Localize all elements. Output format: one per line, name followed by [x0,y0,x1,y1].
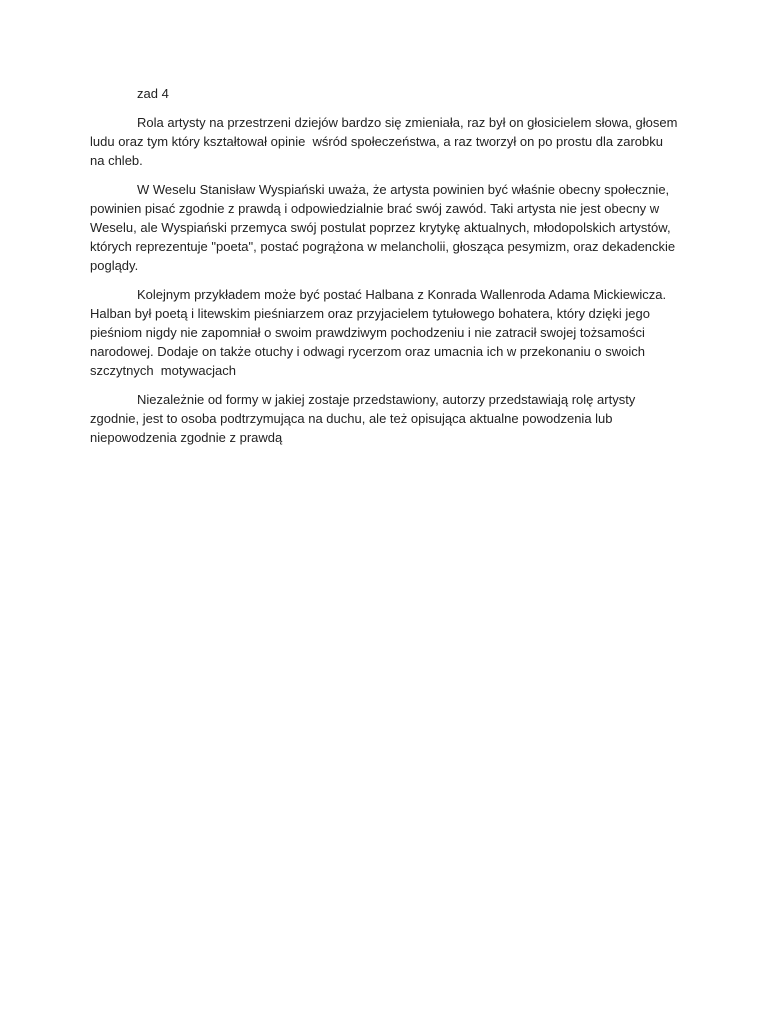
document-heading: zad 4 [137,86,169,101]
document-page [90,84,680,457]
paragraph-halban: Kolejnym przykładem może być postać Halbana z Konrada Wallenroda Adama Mickiewicza. Halban był poetą i litewskim pieśniarzem oraz przyjacielem tytułowego bohatera, który dzięki jego pieśniom nigdy nie zapomniał o swoim prawdziwym pochodzeniu i nie zatracił swojej tożsamości narodowej. Dodaje on także otuchy i odwagi rycerzom oraz umacnia ich w przekonaniu o swoich szczytnych motywacjach [90,287,670,378]
paragraph-wesele: W Weselu Stanisław Wyspiański uważa, że artysta powinien być właśnie obecny społecznie, powinien pisać zgodnie z prawdą i odpowiedzialnie brać swój zawód. Taki artysta nie jest obecny w Weselu, ale Wyspiański przemyca swój postulat poprzez krytykę aktualnych, młodopolskich artystów, których reprezentuje "poeta", postać pogrążona w melancholii, głosząca pesymizm, oraz dekadenckie poglądy. [90,182,679,273]
paragraph-conclusion: Niezależnie od formy w jakiej zostaje przedstawiony, autorzy przedstawiają rolę artysty zgodnie, jest to osoba podtrzymująca na duchu, ale też opisująca aktualne powodzenia lub niepowodzenia zgodnie z prawdą [90,392,639,445]
paragraph-artist-role-intro: Rola artysty na przestrzeni dziejów bardzo się zmieniała, raz był on głosicielem słowa, głosem ludu oraz tym który kształtował opinie wśród społeczeństwa, a raz tworzył on po prostu dla zarobku na chleb. [90,115,682,168]
